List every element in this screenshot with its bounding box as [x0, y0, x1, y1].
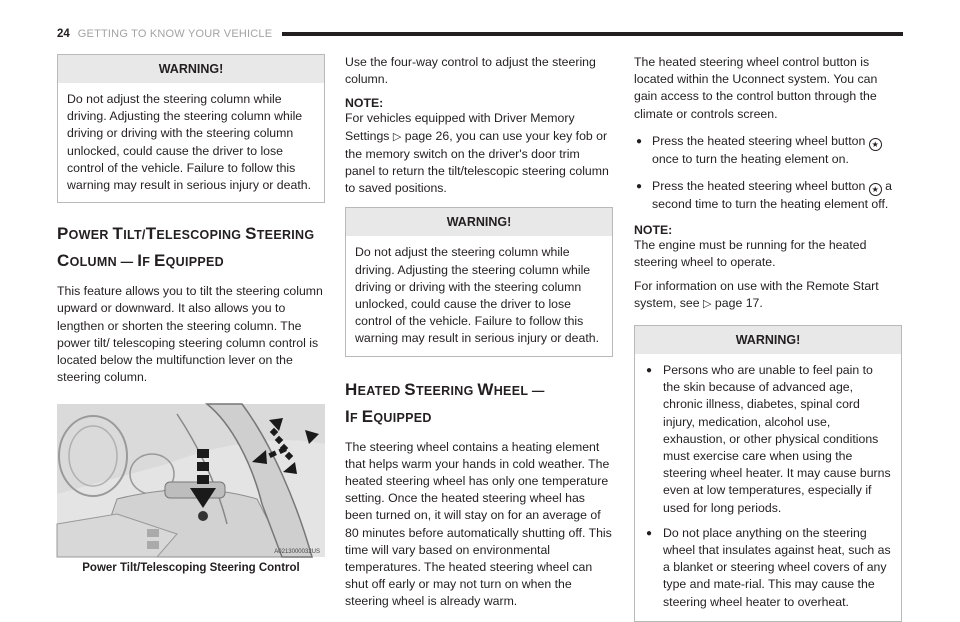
- list-item: ● Persons who are unable to feel pain to the skin because of advanced age, chronic illness, diabetes, spinal cord injury, medication, alcohol use, exhaustion, or other physical conditions must exercise care when using the steering wheel heater. It may cause burns even at low temperatures, especially if used for long periods.: [644, 362, 892, 517]
- tilt-paragraph: This feature allows you to tilt the steering column upward or downward. It also allows you to lengthen or shorten the steering column. The power tilt/ telescoping steering column control is located below the multifunction lever on the steering column.: [57, 284, 323, 385]
- heated-paragraph: The steering wheel contains a heating element that helps warm your hands in cold weather. The heated steering wheel has only one temperature setting. Once the heated steering wheel has been turned on, it will stay on for an average of 80 minutes before automatically shutting off. This time will vary based on environmental temperatures. The heated steering wheel can shut off early or may not turn on when the steering wheel is already warm.: [345, 439, 612, 609]
- steering-column-figure: [57, 404, 325, 557]
- section-heading-tilt: POWER TILT/TELESCOPING STEERING COLUMN — IF EQUIPPED: [57, 224, 315, 271]
- page-ref-link[interactable]: page 17: [714, 295, 760, 310]
- triangle-right-icon: ▷: [703, 297, 712, 310]
- column-1: [57, 54, 325, 574]
- warning-title: WARNING!: [346, 208, 612, 236]
- triangle-right-icon: ▷: [392, 130, 402, 143]
- column-2: [345, 54, 613, 611]
- list-item: ● Press the heated steering wheel button ★ once to turn the heating element on.: [634, 133, 902, 168]
- column-3: [634, 54, 902, 622]
- figure-code: A0213000032US: [274, 549, 320, 556]
- heated-steering-wheel-icon: ★: [869, 183, 882, 196]
- page-ref-link[interactable]: page 26: [404, 128, 450, 143]
- remote-start-paragraph: For information on use with the Remote Start system, see ▷ page 17.: [634, 278, 879, 310]
- intro-paragraph: The heated steering wheel control button is located within the Uconnect system. You can gain access to the control button through the climate or controls screen.: [634, 55, 878, 121]
- section-heading-heated: HEATED STEERING WHEEL — IF EQUIPPED: [345, 379, 545, 426]
- note-text: For vehicles equipped with Driver Memory Settings ▷ page 26, you can use your key fob or the memory switch on the driver's door trim panel to return the tilt/telescopic steering column to saved positions.: [345, 111, 609, 196]
- list-item: ● Press the heated steering wheel button ★ a second time to turn the heating element off.: [634, 178, 902, 213]
- heated-steering-wheel-icon: ★: [869, 138, 882, 151]
- warning-box: [634, 325, 902, 622]
- list-item: ● Do not place anything on the steering wheel that insulates against heat, such as a blanket or steering wheel covers of any type and mate-rial. This may cause the steering wheel heater to overheat.: [644, 525, 892, 611]
- section-title: GETTING TO KNOW YOUR VEHICLE: [77, 28, 273, 40]
- note-text: The engine must be running for the heated steering wheel to operate.: [634, 238, 867, 270]
- figure-caption: Power Tilt/Telescoping Steering Control: [82, 562, 300, 575]
- warning-title: WARNING!: [58, 55, 324, 83]
- warning-text: Do not adjust the steering column while driving. Adjusting the steering column while driving or driving with the steering column unlocked, could cause the driver to lose control of the vehicle. Failure to follow this warning may result in serious injury or death.: [355, 245, 599, 346]
- intro-paragraph: Use the four-way control to adjust the steering column.: [345, 55, 596, 87]
- warning-title: WARNING!: [635, 326, 901, 354]
- warning-box: [345, 207, 613, 356]
- warning-box: [57, 54, 325, 203]
- header-rule: [282, 32, 903, 36]
- page-number: 24: [57, 28, 70, 40]
- note-label: NOTE:: [345, 96, 384, 111]
- page-header: [57, 24, 903, 44]
- note-label: NOTE:: [634, 223, 673, 238]
- warning-text: Do not adjust the steering column while driving. Adjusting the steering column while driving or driving with the steering column unlocked, could cause the driver to lose control of the vehicle. Failure to follow this warning may result in serious injury or death.: [67, 92, 311, 193]
